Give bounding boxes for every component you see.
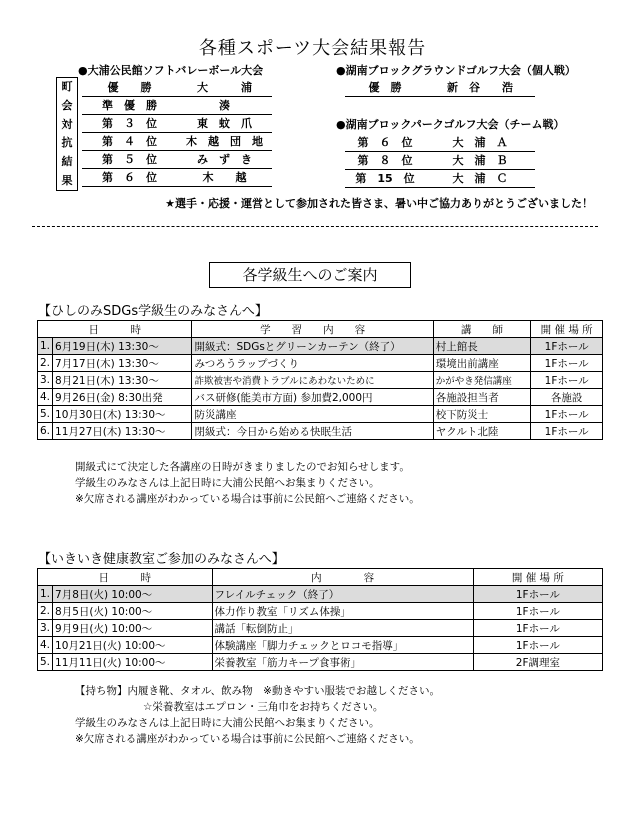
softball-results — [82, 79, 272, 187]
header-teacher: 講 師 — [433, 321, 531, 338]
sdgs-title: 【ひしのみSDGs学級生のみなさんへ】 — [38, 304, 268, 319]
header-date: 日 時 — [38, 321, 192, 338]
note-line: ※欠席される講座がわかっている場合は事前に公民館へご連絡ください。 — [75, 493, 420, 505]
row-content: 開級式：SDGsとグリーンカーテン（終了） — [192, 338, 433, 355]
row-place: 1Fホール — [531, 338, 603, 355]
result-row — [345, 152, 535, 170]
softball-heading: ●大浦公民館ソフトバレーボール大会 — [78, 64, 264, 77]
row-content: 講話「転倒防止」 — [212, 620, 473, 637]
result-row — [82, 169, 272, 187]
row-content: 体験講座「脚力チェックとロコモ指導」 — [212, 637, 473, 654]
header-place: 開 催 場 所 — [473, 569, 602, 586]
row-no: 2. — [38, 603, 53, 620]
row-no: 4. — [38, 389, 53, 406]
table-row — [38, 406, 603, 423]
result-team: 木 越 団 地 — [186, 135, 263, 148]
result-rank: 第 ６ 位 — [357, 136, 413, 149]
ground-golf-results — [345, 79, 535, 97]
result-team: 大 浦 Ｃ — [452, 172, 508, 185]
result-team: 大 浦 Ｂ — [452, 154, 508, 167]
table-row — [38, 355, 603, 372]
result-team: 湊 — [219, 99, 230, 112]
table-row — [38, 423, 603, 440]
result-team: 木 越 — [202, 171, 247, 184]
result-team: 東 蚊 爪 — [197, 117, 252, 130]
page-title: 各種スポーツ大会結果報告 — [198, 38, 427, 59]
result-row — [345, 134, 535, 152]
table-row — [38, 637, 603, 654]
result-row — [82, 133, 272, 151]
row-teacher: 村上館長 — [433, 338, 531, 355]
thanks-message: ★選手・応援・運営として参加された皆さま、暑い中ご協力ありがとうございました！ — [165, 197, 593, 210]
row-place: 1Fホール — [473, 603, 602, 620]
note-line: 【持ち物】内履き靴、タオル、飲み物 ※動きやすい服装でお越しください。 — [75, 685, 440, 697]
table-header-row — [38, 321, 603, 338]
table-row — [38, 654, 603, 671]
vertical-char: 結 — [61, 154, 73, 168]
header-place: 開 催 場 所 — [531, 321, 603, 338]
row-date: 11月11日(火) 10:00～ — [53, 654, 213, 671]
row-date: 7月17日(木) 13:30～ — [53, 355, 192, 372]
row-content: 詐欺被害や消費トラブルにあわないために — [192, 372, 433, 389]
result-rank: 第 ６ 位 — [102, 171, 157, 184]
row-no: 3. — [38, 372, 53, 389]
row-place: 各施設 — [531, 389, 603, 406]
result-rank: 第 15 位 — [355, 172, 415, 185]
row-no: 5. — [38, 654, 53, 671]
vertical-label-box — [56, 77, 78, 191]
table-row — [38, 389, 603, 406]
result-rank: 第 ４ 位 — [102, 135, 157, 148]
note-line: ☆栄養教室はエプロン・三角巾をお持ちください。 — [143, 701, 384, 713]
row-date: 10月30日(木) 13:30～ — [53, 406, 192, 423]
vertical-char: 抗 — [61, 136, 73, 150]
table-row — [38, 620, 603, 637]
result-row — [345, 79, 535, 97]
row-teacher: 各施設担当者 — [433, 389, 531, 406]
result-row — [82, 115, 272, 133]
result-team: 大 浦 Ａ — [452, 136, 508, 149]
table-row — [38, 603, 603, 620]
row-no: 4. — [38, 637, 53, 654]
row-place: 1Fホール — [473, 620, 602, 637]
note-line: 開級式にて決定した各講座の日時がきまりましたのでお知らせします。 — [75, 461, 410, 473]
row-content: 体力作り教室「リズム体操」 — [212, 603, 473, 620]
result-rank: 第 ５ 位 — [102, 153, 157, 166]
note-line: 学級生のみなさんは上記日時に大浦公民館へお集まりください。 — [75, 477, 380, 489]
result-row — [345, 170, 535, 188]
row-place: 1Fホール — [531, 372, 603, 389]
row-content: 栄養教室「筋力キープ食事術」 — [212, 654, 473, 671]
park-golf-results — [345, 134, 535, 188]
table-row — [38, 586, 603, 603]
row-place: 1Fホール — [531, 423, 603, 440]
ground-golf-heading: ●湖南ブロックグラウンドゴルフ大会（個人戦） — [336, 64, 576, 77]
table-header-row — [38, 569, 603, 586]
row-no: 6. — [38, 423, 53, 440]
row-date: 8月21日(木) 13:30～ — [53, 372, 192, 389]
row-place: 1Fホール — [531, 355, 603, 372]
row-no: 5. — [38, 406, 53, 423]
result-row — [82, 79, 272, 97]
row-teacher: かがやき発信講座 — [433, 372, 531, 389]
table-row — [38, 372, 603, 389]
row-no: 3. — [38, 620, 53, 637]
health-title: 【いきいき健康教室ご参加のみなさんへ】 — [38, 552, 285, 567]
row-teacher: ヤクルト北陸 — [433, 423, 531, 440]
vertical-char: 果 — [61, 173, 73, 187]
header-content: 内 容 — [212, 569, 473, 586]
note-line: ※欠席される講座がわかっている場合は事前に公民館へご連絡ください。 — [75, 733, 420, 745]
result-rank: 第 ３ 位 — [102, 117, 157, 130]
row-content: 閉級式：今日から始める快眠生活 — [192, 423, 433, 440]
result-row — [82, 97, 272, 115]
result-row — [82, 151, 272, 169]
header-date: 日 時 — [38, 569, 213, 586]
result-rank: 優 勝 — [107, 81, 152, 94]
vertical-char: 対 — [61, 117, 73, 131]
result-name: 新 谷 浩 — [447, 81, 513, 94]
vertical-char: 町 — [61, 80, 73, 94]
result-rank: 優 勝 — [368, 81, 402, 94]
row-place: 1Fホール — [473, 637, 602, 654]
row-date: 9月26日(金) 8:30出発 — [53, 389, 192, 406]
health-schedule-table — [37, 568, 603, 671]
result-rank: 第 ８ 位 — [357, 154, 413, 167]
row-date: 9月9日(火) 10:00～ — [53, 620, 213, 637]
row-content: 防災講座 — [192, 406, 433, 423]
row-place: 1Fホール — [531, 406, 603, 423]
row-no: 1. — [38, 338, 53, 355]
result-rank: 準 優 勝 — [102, 99, 157, 112]
row-date: 6月19日(木) 13:30～ — [53, 338, 192, 355]
note-line: 学級生のみなさんは上記日時に大浦公民館へお集まりください。 — [75, 717, 380, 729]
vertical-char: 会 — [61, 98, 73, 112]
table-row — [38, 338, 603, 355]
dashed-divider — [32, 226, 598, 227]
row-teacher: 環境出前講座 — [433, 355, 531, 372]
park-golf-heading: ●湖南ブロックパークゴルフ大会（チーム戦） — [336, 118, 565, 131]
result-team: み ず き — [197, 153, 252, 166]
row-content: フレイルチェック（終了） — [212, 586, 473, 603]
row-teacher: 校下防災士 — [433, 406, 531, 423]
row-no: 1. — [38, 586, 53, 603]
row-place: 1Fホール — [473, 586, 602, 603]
guide-title: 各学級生へのご案内 — [209, 262, 411, 288]
row-date: 8月5日(火) 10:00～ — [53, 603, 213, 620]
sdgs-notes — [75, 459, 420, 507]
row-date: 7月8日(火) 10:00～ — [53, 586, 213, 603]
row-date: 10月21日(火) 10:00～ — [53, 637, 213, 654]
row-content: バス研修(能美市方面) 参加費2,000円 — [192, 389, 433, 406]
row-content: みつろうラップづくり — [192, 355, 433, 372]
health-notes — [75, 683, 440, 747]
result-team: 大 浦 — [197, 81, 252, 94]
row-date: 11月27日(木) 13:30～ — [53, 423, 192, 440]
row-place: 2F調理室 — [473, 654, 602, 671]
sdgs-schedule-table — [37, 320, 603, 440]
header-content: 学 習 内 容 — [192, 321, 433, 338]
row-no: 2. — [38, 355, 53, 372]
